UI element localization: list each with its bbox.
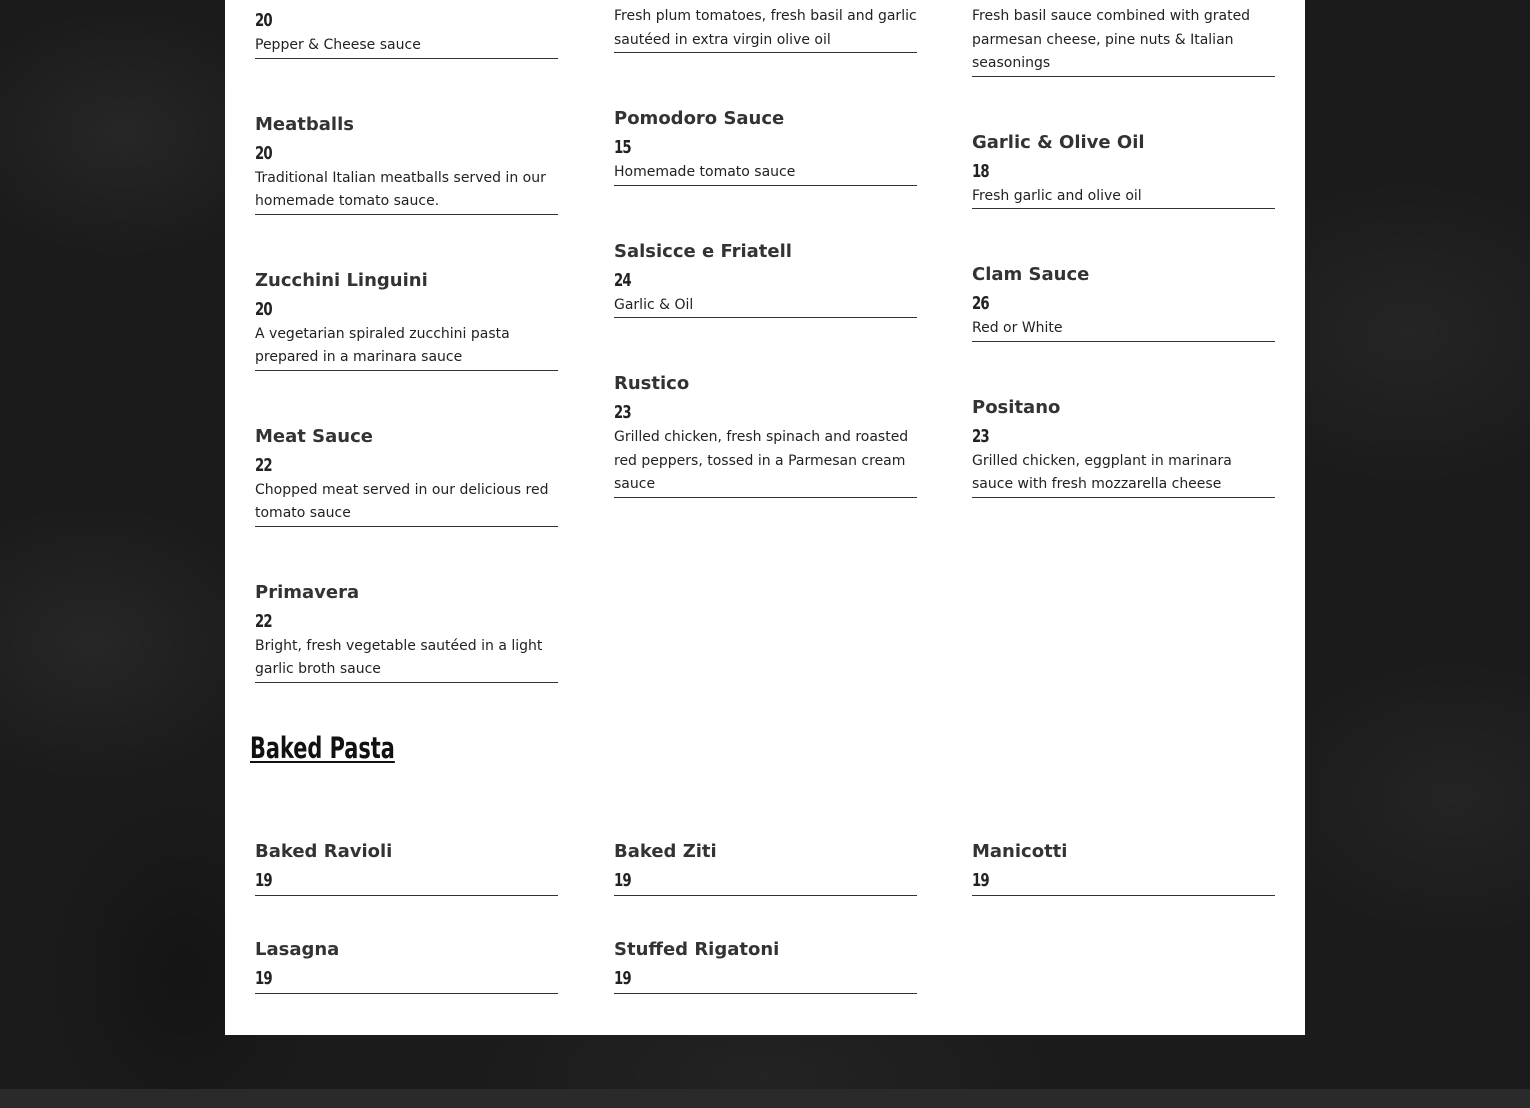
- item-price: 19: [614, 870, 631, 891]
- menu-item: [614, 372, 917, 498]
- item-description: Chopped meat served in our delicious red tomato sauce: [255, 481, 549, 521]
- item-description: Bright, fresh vegetable sautéed in a light garlic broth sauce: [255, 637, 543, 677]
- item-name: Primavera: [255, 581, 360, 603]
- menu-item: [972, 5, 1275, 77]
- menu-item: [255, 269, 558, 371]
- item-name: Meat Sauce: [255, 425, 373, 447]
- item-name: Baked Ravioli: [255, 841, 393, 862]
- item-price: 19: [255, 870, 272, 891]
- menu-item: [614, 5, 917, 53]
- item-name: Manicotti: [972, 841, 1068, 862]
- menu-item: [614, 938, 917, 994]
- pasta-column-1: [255, 4, 558, 683]
- item-name: Positano: [972, 396, 1061, 418]
- item-description: Traditional Italian meatballs served in our homemade tomato sauce.: [255, 169, 546, 209]
- pasta-column-3: [972, 5, 1275, 498]
- item-price: 20: [255, 142, 272, 164]
- item-description: Grilled chicken, eggplant in marinara sauce with fresh mozzarella cheese: [972, 452, 1232, 492]
- pasta-column-2: [614, 5, 917, 498]
- item-name: Lasagna: [255, 939, 340, 960]
- item-name: Rustico: [614, 373, 690, 394]
- item-description: Grilled chicken, fresh spinach and roasted red peppers, tossed in a Parmesan cream sauce: [614, 429, 909, 492]
- item-price: 20: [255, 10, 272, 31]
- menu-item: [255, 8, 558, 59]
- menu-item: [614, 107, 917, 186]
- menu-item: [255, 425, 558, 527]
- item-name: Zucchini Linguini: [255, 269, 428, 291]
- item-price: 19: [255, 968, 272, 989]
- item-price: 18: [972, 160, 989, 182]
- section-title-baked-pasta: Baked Pasta: [250, 731, 395, 765]
- item-price: 22: [255, 454, 272, 476]
- item-price: 26: [972, 293, 989, 314]
- menu-item: [972, 131, 1275, 210]
- item-description: Pepper & Cheese sauce: [255, 37, 421, 53]
- item-name: Baked Ziti: [614, 841, 717, 862]
- item-name: Stuffed Rigatoni: [614, 939, 780, 960]
- item-description: Fresh plum tomatoes, fresh basil and garlic sautéed in extra virgin olive oil: [614, 8, 917, 48]
- item-price: 15: [614, 137, 631, 158]
- menu-item: [255, 938, 558, 994]
- item-price: 19: [614, 968, 631, 989]
- menu-item: [255, 113, 558, 215]
- item-description: Fresh basil sauce combined with grated parmesan cheese, pine nuts & Italian seasonings: [972, 8, 1251, 71]
- item-price: 19: [972, 870, 989, 891]
- menu-item: [972, 396, 1275, 498]
- menu-item: [255, 581, 558, 683]
- item-price: 23: [614, 402, 631, 423]
- item-price: 20: [255, 298, 272, 320]
- item-price: 23: [972, 425, 989, 447]
- item-description: Red or White: [972, 320, 1063, 336]
- item-name: Garlic & Olive Oil: [972, 131, 1145, 153]
- item-name: Meatballs: [255, 113, 354, 135]
- baked-column-1: [255, 840, 558, 994]
- menu-item: [614, 240, 917, 319]
- item-description: Homemade tomato sauce: [614, 164, 796, 180]
- item-price: 22: [255, 610, 272, 632]
- item-name: Clam Sauce: [972, 264, 1090, 285]
- page-footer-band: [0, 1089, 1530, 1108]
- baked-column-2: [614, 840, 917, 994]
- menu-item: [972, 263, 1275, 342]
- item-price: 24: [614, 269, 631, 291]
- item-description: Fresh garlic and olive oil: [972, 187, 1142, 204]
- item-description: Garlic & Oil: [614, 296, 694, 313]
- item-name: Salsicce e Friatell: [614, 240, 792, 262]
- menu-item: [255, 840, 558, 896]
- menu-panel: [225, 0, 1305, 1035]
- menu-item: [972, 840, 1275, 896]
- item-name: Pomodoro Sauce: [614, 108, 785, 129]
- menu-item: [614, 840, 917, 896]
- item-description: A vegetarian spiraled zucchini pasta prepared in a marinara sauce: [255, 325, 510, 365]
- baked-column-3: [972, 840, 1275, 896]
